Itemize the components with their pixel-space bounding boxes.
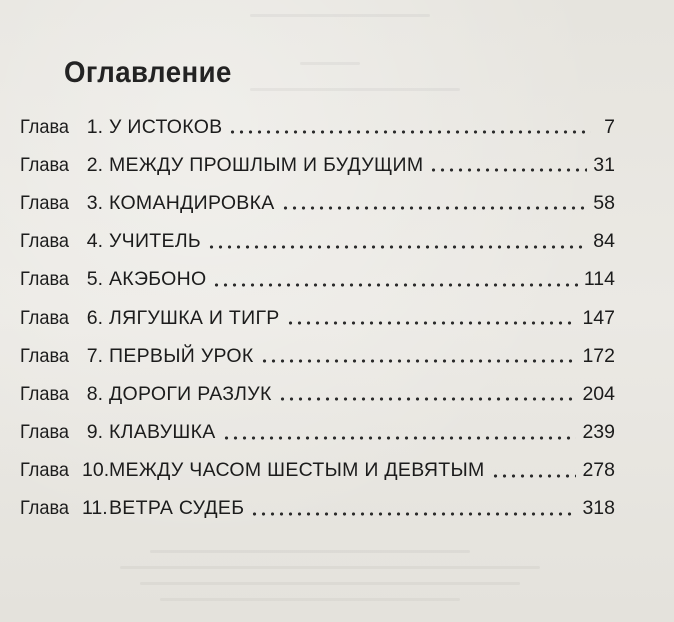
page-number: 204 [582, 382, 615, 405]
toc-row-chapter-8 [20, 375, 615, 413]
chapter-prefix: Глава [20, 382, 69, 405]
dot-leader [250, 512, 576, 516]
chapter-prefix: Глава [20, 230, 69, 253]
chapter-number: 9. [86, 421, 103, 444]
chapter-title: ЛЯГУШКА И ТИГР [109, 306, 280, 329]
toc-row-chapter-7 [20, 337, 615, 375]
chapter-number: 3. [86, 191, 103, 214]
toc-row-chapter-9 [20, 414, 615, 452]
page-number: 84 [593, 230, 615, 253]
toc-row-chapter-11 [20, 490, 615, 528]
chapter-title: МЕЖДУ ПРОШЛЫМ И БУДУЩИМ [109, 153, 424, 176]
dot-leader [286, 321, 577, 325]
chapter-prefix: Глава [20, 497, 69, 520]
toc-row-chapter-10 [20, 452, 615, 490]
show-through-line [120, 566, 540, 569]
show-through-line [250, 88, 460, 91]
toc-row-chapter-3 [20, 184, 615, 222]
page-number: 172 [582, 344, 615, 367]
chapter-title: МЕЖДУ ЧАСОМ ШЕСТЫМ И ДЕВЯТЫМ [109, 459, 485, 482]
chapter-number: 5. [86, 268, 103, 291]
chapter-number: 10. [82, 459, 110, 482]
page-number: 31 [593, 153, 615, 176]
chapter-number: 4. [86, 230, 103, 253]
page-number: 278 [582, 459, 615, 482]
page-number: 318 [582, 497, 615, 520]
chapter-prefix: Глава [20, 191, 69, 214]
dot-leader [429, 168, 587, 172]
chapter-prefix: Глава [20, 115, 69, 138]
chapter-title: УЧИТЕЛЬ [109, 230, 202, 253]
page-title: Оглавление [64, 56, 232, 89]
chapter-title: У ИСТОКОВ [109, 115, 223, 138]
dot-leader [212, 283, 577, 287]
toc-row-chapter-6 [20, 299, 615, 337]
chapter-title: ДОРОГИ РАЗЛУК [109, 382, 272, 405]
dot-leader [260, 359, 577, 363]
chapter-prefix: Глава [20, 421, 69, 444]
dot-leader [278, 397, 577, 401]
chapter-prefix: Глава [20, 459, 69, 482]
chapter-number: 8. [86, 382, 103, 405]
chapter-number: 11. [82, 497, 108, 520]
chapter-prefix: Глава [20, 306, 69, 329]
chapter-title: КОМАНДИРОВКА [109, 191, 275, 214]
chapter-number: 7. [86, 344, 103, 367]
show-through-line [300, 62, 360, 65]
chapter-number: 2. [86, 153, 103, 176]
toc-row-chapter-2 [20, 146, 615, 184]
toc-row-chapter-1 [20, 108, 615, 146]
dot-leader [281, 206, 588, 210]
page-number: 58 [593, 191, 615, 214]
dot-leader [228, 130, 591, 134]
page-number: 114 [583, 268, 615, 291]
chapter-title: ВЕТРА СУДЕБ [109, 497, 245, 520]
page-number: 7 [604, 115, 615, 138]
show-through-line [250, 14, 430, 17]
chapter-prefix: Глава [20, 344, 69, 367]
toc-row-chapter-5 [20, 261, 615, 299]
chapter-title: АКЭБОНО [109, 268, 207, 291]
chapter-prefix: Глава [20, 153, 69, 176]
show-through-line [140, 582, 520, 585]
chapter-number: 1. [86, 115, 103, 138]
toc-row-chapter-4 [20, 223, 615, 261]
dot-leader [222, 436, 577, 440]
dot-leader [207, 245, 587, 249]
chapter-title: КЛАВУШКА [109, 421, 216, 444]
show-through-line [150, 550, 470, 553]
chapter-title: ПЕРВЫЙ УРОК [109, 344, 254, 367]
chapter-prefix: Глава [20, 268, 69, 291]
show-through-line [160, 598, 460, 601]
table-of-contents [20, 108, 615, 528]
page-number: 239 [582, 421, 615, 444]
chapter-number: 6. [86, 306, 103, 329]
page-number: 147 [582, 306, 615, 329]
dot-leader [491, 474, 577, 478]
